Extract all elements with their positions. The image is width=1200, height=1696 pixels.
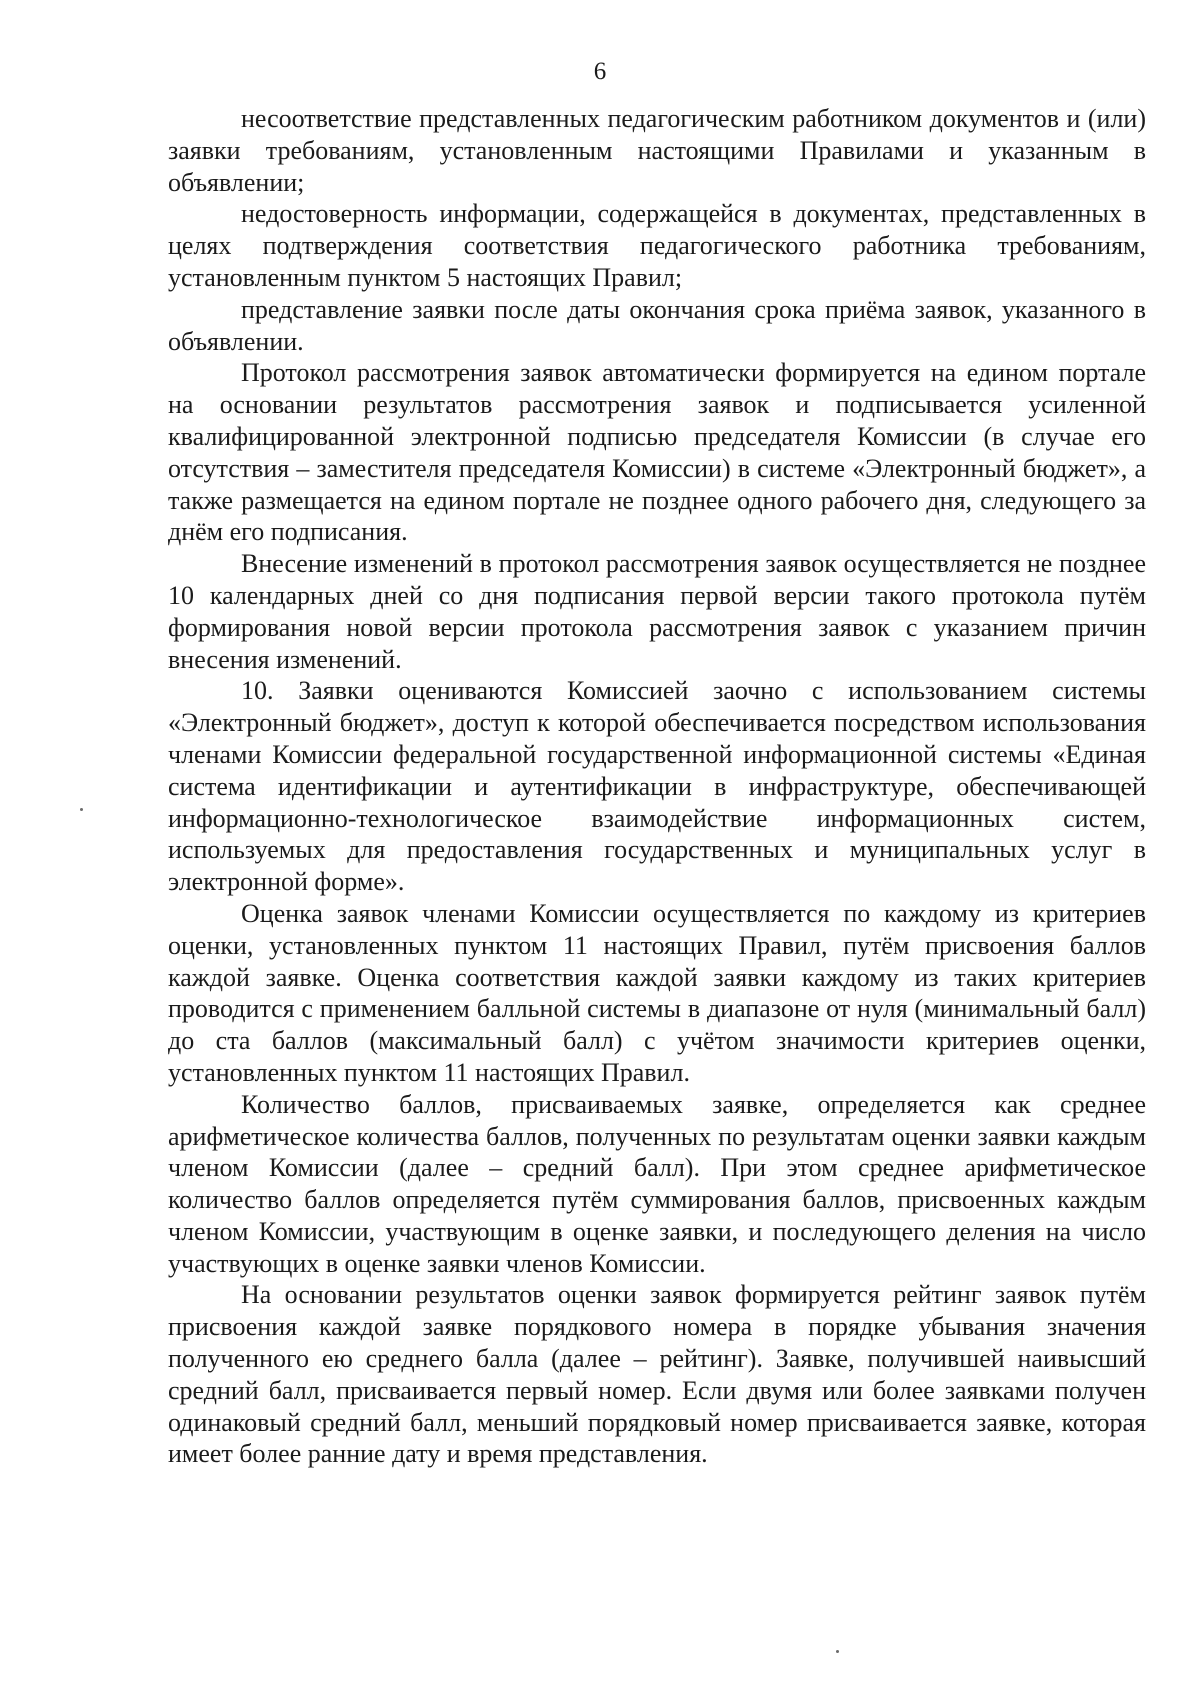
document-body bbox=[168, 103, 1146, 1470]
page-number: 6 bbox=[593, 58, 607, 85]
paragraph-5: Внесение изменений в протокол рассмотрения заявок осуществляется не позднее 10 календарных дней со дня подписания первой версии такого протокола путём формирования новой версии протокола рассмотрения заявок с указанием причин внесения изменений. bbox=[168, 549, 1146, 674]
paragraph-3: представление заявки после даты окончания срока приёма заявок, указанного в объявлении. bbox=[168, 294, 1146, 356]
paragraph-6: 10. Заявки оцениваются Комиссией заочно с использованием системы «Электронный бюджет», доступ к которой обеспечивается посредством использования членами Комиссии федеральной государственной информационной системы «Единая система идентификации и аутентификации в инфраструктуре, обеспечивающей информационно-технологическое взаимодействие информационных систем, используемых для предоставления государственных и муниципальных услуг в электронной форме». bbox=[168, 676, 1146, 897]
paragraph-7: Оценка заявок членами Комиссии осуществляется по каждому из критериев оценки, установленных пунктом 11 настоящих Правил, путём присвоения баллов каждой заявке. Оценка соответствия каждой заявки каждому из таких критериев проводится с применением балльной системы в диапазоне от нуля (минимальный балл) до ста баллов (максимальный балл) с учётом значимости критериев оценки, установленных пунктом 11 настоящих Правил. bbox=[168, 898, 1146, 1087]
scan-speck bbox=[80, 808, 83, 811]
paragraph-2: недостоверность информации, содержащейся в документах, представленных в целях подтверждения соответствия педагогического работника требованиям, установленным пунктом 5 настоящих Правил; bbox=[168, 199, 1146, 292]
paragraph-9: На основании результатов оценки заявок формируется рейтинг заявок путём присвоения каждой заявке порядкового номера в порядке убывания значения полученного ею среднего балла (далее – рейтинг). Заявке, получившей наивысший средний балл, присваивается первый номер. Если двумя или более заявками получен одинаковый средний балл, меньший порядковый номер присваивается заявке, которая имеет более ранние дату и время представления. bbox=[168, 1280, 1146, 1469]
paragraph-4: Протокол рассмотрения заявок автоматически формируется на едином портале на основании результатов рассмотрения заявок и подписывается усиленной квалифицированной электронной подписью председателя Комиссии (в случае его отсутствия – заместителя председателя Комиссии) в системе «Электронный бюджет», а также размещается на едином портале не позднее одного рабочего дня, следующего за днём его подписания. bbox=[168, 358, 1146, 547]
paragraph-1: несоответствие представленных педагогическим работником документов и (или) заявки требованиям, установленным настоящими Правилами и указанным в объявлении; bbox=[168, 104, 1146, 197]
scan-speck bbox=[836, 1650, 839, 1653]
paragraph-8: Количество баллов, присваиваемых заявке, определяется как среднее арифметическое количества баллов, полученных по результатам оценки заявки каждым членом Комиссии (далее – средний балл). При этом среднее арифметическое количество баллов определяется путём суммирования баллов, присвоенных каждым членом Комиссии, участвующим в оценке заявки, и последующего деления на число участвующих в оценке заявки членов Комиссии. bbox=[168, 1089, 1146, 1278]
